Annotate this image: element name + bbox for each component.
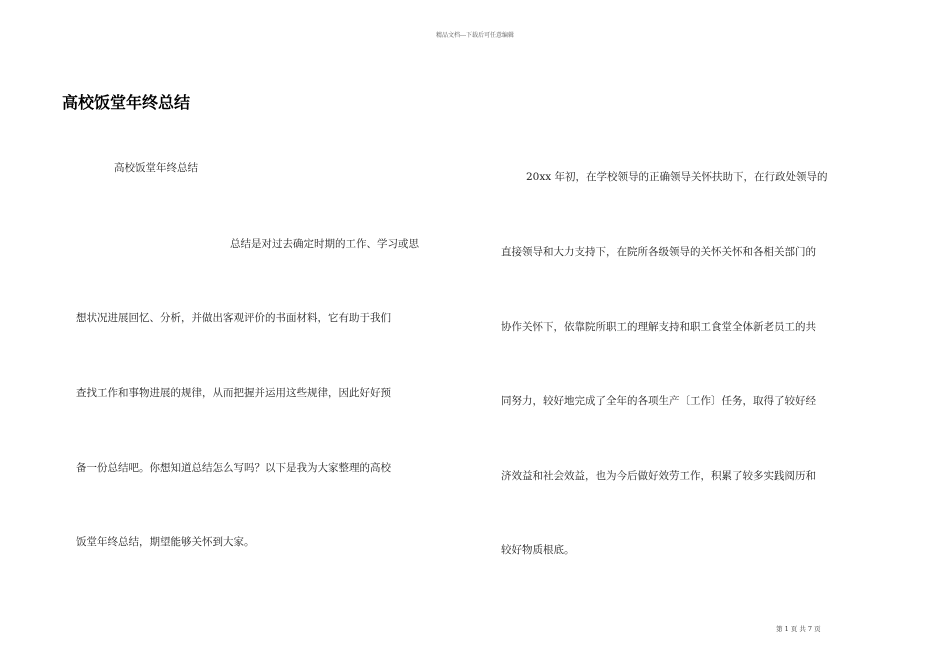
paragraph-line: 协作关怀下，依靠院所职工的理解支持和职工食堂全体新老员工的共 xyxy=(501,321,816,333)
paragraph-line: 想状况进展回忆、分析，并做出客观评价的书面材料，它有助于我们 xyxy=(76,312,391,324)
paragraph-line: 直接领导和大力支持下，在院所各级领导的关怀关怀和各相关部门的 xyxy=(501,246,816,258)
paragraph-line: 备一份总结吧。你想知道总结怎么写吗？以下是我为大家整理的高校 xyxy=(76,462,391,474)
paragraph-line: 济效益和社会效益，也为今后做好效劳工作，积累了较多实践阅历和 xyxy=(501,470,816,482)
subtitle-line: 高校饭堂年终总结 xyxy=(114,162,198,174)
document-title: 高校饭堂年终总结 xyxy=(62,93,191,112)
paragraph-line: 较好物质根底。 xyxy=(501,544,575,556)
paragraph-line: 饭堂年终总结，期望能够关怀到大家。 xyxy=(76,536,255,548)
page-header: 精品文档---下载后可任意编辑 xyxy=(435,32,515,39)
paragraph-line: 20xx 年初，在学校领导的正确领导关怀扶助下，在行政处领导的 xyxy=(526,171,828,183)
page-number: 第 1 页 共 7 页 xyxy=(776,625,821,633)
paragraph-line: 同努力，较好地完成了全年的各项生产〔工作〕任务，取得了较好经 xyxy=(501,395,816,407)
paragraph-line: 总结是对过去确定时期的工作、学习或思 xyxy=(230,238,419,250)
paragraph-line: 查找工作和事物进展的规律，从而把握并运用这些规律，因此好好预 xyxy=(76,387,391,399)
